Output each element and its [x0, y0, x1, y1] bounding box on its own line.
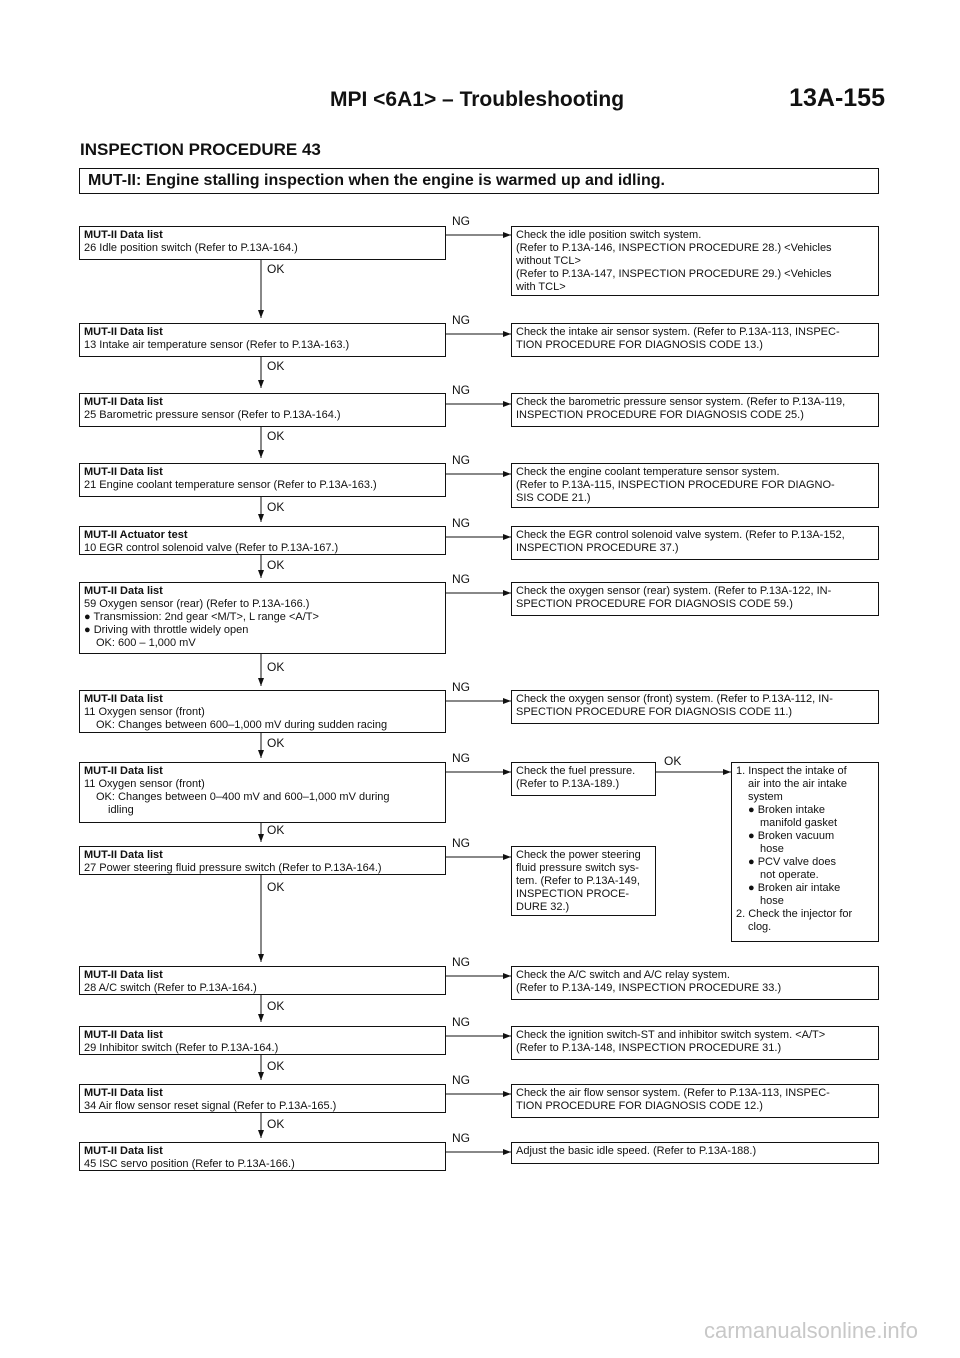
- step-idle-position-switch: [79, 226, 446, 260]
- step-ac-switch: [79, 966, 446, 995]
- ng-label: NG: [452, 1131, 470, 1145]
- intake-bullet: ● Broken vacuum: [748, 830, 835, 842]
- ok-label: OK: [267, 736, 285, 750]
- ng-label: NG: [452, 214, 470, 228]
- intake-bullet: ● PCV valve does: [748, 856, 836, 868]
- procedure-title: INSPECTION PROCEDURE 43: [80, 140, 321, 159]
- intake-line: not operate.: [760, 869, 819, 881]
- subject-box: MUT-II: Engine stalling inspection when the engine is warmed up and idling.: [79, 168, 879, 194]
- step-text: 26 Idle position switch (Refer to P.13A-164.): [84, 242, 298, 254]
- ok-label: OK: [267, 1059, 285, 1073]
- result-ac-switch: [511, 966, 879, 1000]
- result-barometric-pressure: [511, 393, 879, 427]
- page-header-title: MPI <6A1> – Troubleshooting: [330, 88, 625, 111]
- ng-label: NG: [452, 955, 470, 969]
- result-line: (Refer to P.13A-149, INSPECTION PROCEDURE 33.): [516, 982, 782, 994]
- result-line: TION PROCEDURE FOR DIAGNOSIS CODE 13.): [516, 339, 763, 351]
- result-oxygen-sensor-rear: [511, 582, 879, 616]
- intake-line: clog.: [748, 921, 772, 933]
- result-ignition-inhibitor-switch: [511, 1026, 879, 1060]
- result-intake-air-sensor: [511, 323, 879, 357]
- ok-label: OK: [267, 823, 285, 837]
- ng-label: NG: [452, 313, 470, 327]
- result-basic-idle-speed: [511, 1142, 879, 1164]
- step-ok-criteria-cont: idling: [108, 804, 134, 816]
- result-line: Check the barometric pressure sensor system. (Refer to P.13A-119,: [516, 396, 846, 408]
- step-head: MUT-II Data list: [84, 765, 163, 777]
- ok-label: OK: [267, 558, 285, 572]
- step-oxygen-sensor-front-racing: [79, 690, 446, 733]
- result-line: INSPECTION PROCEDURE FOR DIAGNOSIS CODE 25.): [516, 409, 804, 421]
- intake-line: 2. Check the injector for: [736, 908, 853, 920]
- result-egr-control-solenoid: [511, 526, 879, 560]
- step-head: MUT-II Data list: [84, 1087, 163, 1099]
- result-line: SIS CODE 21.): [516, 492, 591, 504]
- result-line: Check the fuel pressure.: [516, 765, 636, 777]
- result-idle-position-switch: [511, 226, 879, 296]
- result-line: (Refer to P.13A-147, INSPECTION PROCEDURE 29.) <Vehicles: [516, 268, 832, 280]
- step-head: MUT-II Data list: [84, 466, 163, 478]
- step-text: 11 Oxygen sensor (front): [84, 778, 205, 790]
- result-line: Check the EGR control solenoid valve system. (Refer to P.13A-152,: [516, 529, 845, 541]
- step-head: MUT-II Data list: [84, 229, 163, 241]
- step-ok-criteria: OK: Changes between 600–1,000 mV during sudden racing: [96, 719, 388, 731]
- ok-label: OK: [267, 880, 285, 894]
- step-isc-servo-position: [79, 1142, 446, 1171]
- page-number: 13A-155: [789, 84, 885, 112]
- step-text: 59 Oxygen sensor (rear) (Refer to P.13A-166.): [84, 598, 310, 610]
- step-head: MUT-II Data list: [84, 326, 163, 338]
- ng-label: NG: [452, 836, 470, 850]
- intake-line: system: [748, 791, 783, 803]
- result-line: (Refer to P.13A-115, INSPECTION PROCEDURE FOR DIAGNO-: [516, 479, 835, 491]
- intake-bullet: ● Broken air intake: [748, 882, 841, 894]
- ng-label: NG: [452, 1073, 470, 1087]
- result-line: (Refer to P.13A-148, INSPECTION PROCEDURE 31.): [516, 1042, 782, 1054]
- result-line: Check the ignition switch-ST and inhibitor switch system. <A/T>: [516, 1029, 826, 1041]
- step-head: MUT-II Data list: [84, 849, 163, 861]
- result-line: TION PROCEDURE FOR DIAGNOSIS CODE 12.): [516, 1100, 763, 1112]
- result-line: INSPECTION PROCEDURE 37.): [516, 542, 679, 554]
- ok-label-fuel-pressure: OK: [664, 754, 682, 768]
- result-line: tem. (Refer to P.13A-149,: [516, 875, 640, 887]
- result-intake-air-inspection: [731, 762, 879, 942]
- step-text: 29 Inhibitor switch (Refer to P.13A-164.): [84, 1042, 279, 1054]
- result-line: Check the oxygen sensor (front) system. (Refer to P.13A-112, IN-: [516, 693, 833, 705]
- step-intake-air-temp-sensor: [79, 323, 446, 357]
- step-text: 11 Oxygen sensor (front): [84, 706, 205, 718]
- step-text: 27 Power steering fluid pressure switch (Refer to P.13A-164.): [84, 862, 382, 874]
- step-power-steering-switch: [79, 846, 446, 875]
- result-line: DURE 32.): [516, 901, 570, 913]
- step-text: 34 Air flow sensor reset signal (Refer to P.13A-165.): [84, 1100, 337, 1112]
- result-line: INSPECTION PROCE-: [516, 888, 630, 900]
- result-air-flow-sensor: [511, 1084, 879, 1118]
- step-text: 25 Barometric pressure sensor (Refer to P.13A-164.): [84, 409, 341, 421]
- result-line: Check the A/C switch and A/C relay system.: [516, 969, 730, 981]
- step-head: MUT-II Data list: [84, 1029, 163, 1041]
- step-air-flow-sensor-reset: [79, 1084, 446, 1113]
- step-ok-criteria: OK: 600 – 1,000 mV: [96, 637, 196, 649]
- ng-label: NG: [452, 453, 470, 467]
- ok-label: OK: [267, 429, 285, 443]
- step-text: 13 Intake air temperature sensor (Refer to P.13A-163.): [84, 339, 350, 351]
- result-line: SPECTION PROCEDURE FOR DIAGNOSIS CODE 11.): [516, 706, 793, 718]
- watermark: carmanualsonline.info: [703, 1318, 918, 1343]
- step-head: MUT-II Actuator test: [84, 529, 188, 541]
- result-oxygen-sensor-front: [511, 690, 879, 724]
- ng-label: NG: [452, 516, 470, 530]
- step-barometric-pressure-sensor: [79, 393, 446, 427]
- result-line: (Refer to P.13A-189.): [516, 778, 620, 790]
- ng-label: NG: [452, 751, 470, 765]
- intake-line: air into the air intake: [748, 778, 848, 790]
- result-line: (Refer to P.13A-146, INSPECTION PROCEDURE 28.) <Vehicles: [516, 242, 832, 254]
- intake-line: manifold gasket: [760, 817, 838, 829]
- step-head: MUT-II Data list: [84, 693, 163, 705]
- step-oxygen-sensor-front-idling: [79, 762, 446, 823]
- step-head: MUT-II Data list: [84, 585, 163, 597]
- step-engine-coolant-temp-sensor: [79, 463, 446, 497]
- step-inhibitor-switch: [79, 1026, 446, 1055]
- step-head: MUT-II Data list: [84, 969, 163, 981]
- step-head: MUT-II Data list: [84, 396, 163, 408]
- step-egr-control-solenoid: [79, 526, 446, 555]
- result-line: SPECTION PROCEDURE FOR DIAGNOSIS CODE 59.): [516, 598, 793, 610]
- result-line: without TCL>: [516, 255, 581, 267]
- ok-label: OK: [267, 1117, 285, 1131]
- result-line: Check the air flow sensor system. (Refer to P.13A-113, INSPEC-: [516, 1087, 830, 1099]
- result-fuel-pressure: [511, 762, 656, 796]
- result-line: with TCL>: [516, 281, 566, 293]
- ng-label: NG: [452, 383, 470, 397]
- step-ok-criteria: OK: Changes between 0–400 mV and 600–1,000 mV during: [96, 791, 390, 803]
- step-oxygen-sensor-rear: [79, 582, 446, 654]
- result-line: fluid pressure switch sys-: [516, 862, 639, 874]
- step-text: 10 EGR control solenoid valve (Refer to P.13A-167.): [84, 542, 339, 554]
- result-line: Check the intake air sensor system. (Refer to P.13A-113, INSPEC-: [516, 326, 840, 338]
- step-bullet: ● Driving with throttle widely open: [84, 624, 249, 636]
- ok-label: OK: [267, 999, 285, 1013]
- result-line: Adjust the basic idle speed. (Refer to P.13A-188.): [516, 1145, 757, 1157]
- step-text: 45 ISC servo position (Refer to P.13A-166.): [84, 1158, 295, 1170]
- ng-label: NG: [452, 680, 470, 694]
- result-line: Check the oxygen sensor (rear) system. (Refer to P.13A-122, IN-: [516, 585, 832, 597]
- ok-label: OK: [267, 262, 285, 276]
- step-text: 28 A/C switch (Refer to P.13A-164.): [84, 982, 257, 994]
- intake-bullet: ● Broken intake: [748, 804, 825, 816]
- result-line: Check the engine coolant temperature sensor system.: [516, 466, 780, 478]
- step-head: MUT-II Data list: [84, 1145, 163, 1157]
- ok-label: OK: [267, 660, 285, 674]
- step-text: 21 Engine coolant temperature sensor (Refer to P.13A-163.): [84, 479, 377, 491]
- result-power-steering-switch: [511, 846, 656, 916]
- intake-line: 1. Inspect the intake of: [736, 765, 847, 777]
- result-engine-coolant-temp: [511, 463, 879, 508]
- result-line: Check the idle position switch system.: [516, 229, 702, 241]
- ng-label: NG: [452, 1015, 470, 1029]
- intake-line: hose: [760, 843, 784, 855]
- ok-label: OK: [267, 359, 285, 373]
- result-line: Check the power steering: [516, 849, 641, 861]
- intake-line: hose: [760, 895, 784, 907]
- step-bullet: ● Transmission: 2nd gear <M/T>, L range <A/T>: [84, 611, 319, 623]
- ok-label: OK: [267, 500, 285, 514]
- ng-label: NG: [452, 572, 470, 586]
